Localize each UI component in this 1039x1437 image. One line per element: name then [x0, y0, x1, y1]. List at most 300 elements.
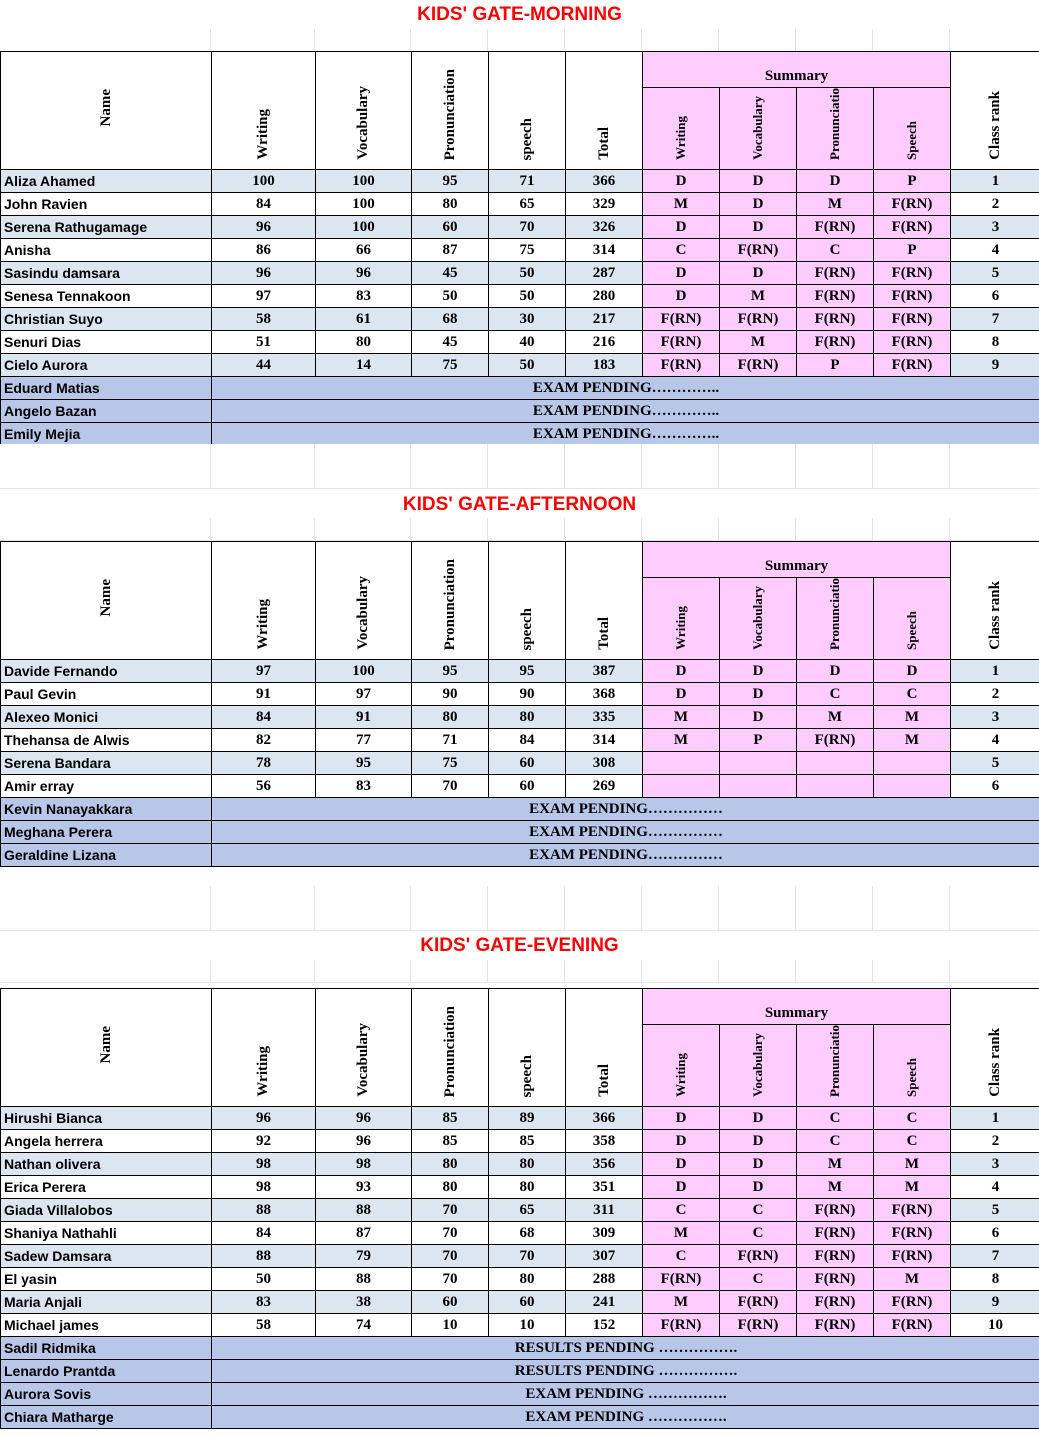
column-header-label: Pronunciation [441, 1005, 458, 1097]
column-header-label: Speech [904, 1058, 920, 1097]
score-cell: 71 [412, 729, 489, 752]
class-rank: 3 [951, 706, 1039, 729]
score-cell: 84 [212, 706, 316, 729]
score-cell: 183 [566, 354, 643, 377]
score-cell: 329 [566, 193, 643, 216]
score-cell: 66 [316, 239, 412, 262]
summary-grade: M [874, 1153, 951, 1176]
class-rank: 1 [951, 1107, 1039, 1130]
score-cell: 44 [212, 354, 316, 377]
score-cell: 98 [212, 1153, 316, 1176]
summary-grade [643, 775, 720, 798]
class-rank: 8 [951, 1268, 1039, 1291]
summary-grade [643, 752, 720, 775]
score-cell: 80 [412, 706, 489, 729]
summary-grade: D [720, 683, 797, 706]
score-cell: 30 [489, 308, 566, 331]
column-header-label: Total [595, 617, 612, 650]
score-cell: 38 [316, 1291, 412, 1314]
pending-status: EXAM PENDING ……………. [212, 1383, 1039, 1406]
summary-grade: F(RN) [797, 1314, 874, 1337]
score-cell: 90 [412, 683, 489, 706]
score-cell: 88 [212, 1199, 316, 1222]
summary-grade: C [797, 1130, 874, 1153]
summary-grade: D [643, 1176, 720, 1199]
column-header-label: Writing [673, 606, 688, 650]
student-name: Serena Bandara [1, 752, 212, 775]
summary-grade: M [874, 729, 951, 752]
score-cell: 10 [412, 1314, 489, 1337]
student-name: Shaniya Nathahli [1, 1222, 212, 1245]
summary-grade: F(RN) [720, 354, 797, 377]
header-summary-writing [643, 88, 720, 170]
section-title: KIDS' GATE-AFTERNOON [402, 494, 637, 515]
score-cell: 96 [212, 1107, 316, 1130]
blank-row [0, 908, 1039, 931]
summary-grade: F(RN) [797, 1291, 874, 1314]
student-name: Senesa Tennakoon [1, 285, 212, 308]
table-row [1, 354, 1039, 377]
summary-grade: M [797, 706, 874, 729]
score-cell: 89 [489, 1107, 566, 1130]
class-rank: 7 [951, 1245, 1039, 1268]
blank-row [0, 444, 1039, 467]
student-name: Sadew Damsara [1, 1245, 212, 1268]
score-cell: 75 [412, 752, 489, 775]
summary-grade: C [643, 1199, 720, 1222]
summary-grade: C [797, 683, 874, 706]
score-cell: 80 [316, 331, 412, 354]
summary-grade: F(RN) [643, 308, 720, 331]
summary-grade [797, 775, 874, 798]
pending-status: EXAM PENDING…………… [212, 821, 1039, 844]
summary-grade: C [874, 1130, 951, 1153]
blank-row [0, 518, 1039, 541]
blank-row [0, 960, 1039, 983]
header-pronunciation [412, 989, 489, 1107]
class-rank: 5 [951, 1199, 1039, 1222]
table-row [1, 1176, 1039, 1199]
score-cell: 87 [412, 239, 489, 262]
score-cell: 84 [212, 193, 316, 216]
column-header-label: Writing [255, 1046, 271, 1097]
summary-grade: D [720, 1176, 797, 1199]
student-name: Aliza Ahamed [1, 170, 212, 193]
pending-row [1, 423, 1039, 446]
summary-grade [874, 752, 951, 775]
score-cell: 91 [316, 706, 412, 729]
score-cell: 70 [489, 216, 566, 239]
pending-status: EXAM PENDING………….. [212, 377, 1039, 400]
score-cell: 100 [316, 193, 412, 216]
pending-row [1, 798, 1039, 821]
student-name: Sadil Ridmika [1, 1337, 212, 1360]
header-writing [212, 542, 316, 660]
score-cell: 95 [489, 660, 566, 683]
score-cell: 88 [316, 1199, 412, 1222]
score-cell: 70 [412, 775, 489, 798]
class-rank: 6 [951, 775, 1039, 798]
summary-grade: F(RN) [643, 1314, 720, 1337]
header-vocabulary [316, 52, 412, 170]
score-cell: 314 [566, 729, 643, 752]
header-summary-speech [874, 1025, 951, 1107]
header-class-rank [951, 52, 1039, 170]
column-header-label: Vocabulary [355, 86, 371, 160]
summary-grade [797, 752, 874, 775]
student-name: Thehansa de Alwis [1, 729, 212, 752]
summary-grade: F(RN) [874, 1199, 951, 1222]
score-cell: 84 [212, 1222, 316, 1245]
summary-grade: F(RN) [797, 285, 874, 308]
summary-grade: M [874, 1268, 951, 1291]
table-row [1, 285, 1039, 308]
student-name: Michael james [1, 1314, 212, 1337]
summary-grade: F(RN) [874, 1291, 951, 1314]
score-cell: 70 [412, 1222, 489, 1245]
summary-grade: P [874, 239, 951, 262]
score-cell: 70 [412, 1199, 489, 1222]
summary-grade: D [643, 170, 720, 193]
header-summary-pronunciation [797, 1025, 874, 1107]
summary-grade: F(RN) [797, 262, 874, 285]
table-row [1, 193, 1039, 216]
header-summary: Summary [643, 52, 951, 88]
pending-row [1, 400, 1039, 423]
table-row [1, 1291, 1039, 1314]
score-cell: 308 [566, 752, 643, 775]
score-cell: 61 [316, 308, 412, 331]
table-row [1, 216, 1039, 239]
score-cell: 75 [412, 354, 489, 377]
summary-grade: F(RN) [720, 308, 797, 331]
table-row [1, 752, 1039, 775]
summary-grade: F(RN) [874, 1314, 951, 1337]
class-rank: 2 [951, 683, 1039, 706]
score-cell: 45 [412, 331, 489, 354]
summary-grade: F(RN) [797, 729, 874, 752]
section-title: KIDS' GATE-EVENING [420, 935, 619, 956]
summary-grade: F(RN) [874, 193, 951, 216]
summary-grade: F(RN) [874, 1245, 951, 1268]
score-cell: 217 [566, 308, 643, 331]
score-cell: 241 [566, 1291, 643, 1314]
score-cell: 88 [212, 1245, 316, 1268]
score-cell: 80 [489, 1176, 566, 1199]
summary-grade [874, 775, 951, 798]
pending-row [1, 377, 1039, 400]
class-rank: 5 [951, 262, 1039, 285]
pending-row [1, 844, 1039, 867]
class-rank: 8 [951, 331, 1039, 354]
summary-grade: D [720, 216, 797, 239]
summary-grade: M [797, 1153, 874, 1176]
score-cell: 80 [412, 1153, 489, 1176]
score-cell: 309 [566, 1222, 643, 1245]
class-rank: 4 [951, 239, 1039, 262]
class-rank: 6 [951, 1222, 1039, 1245]
summary-grade: M [797, 193, 874, 216]
score-cell: 152 [566, 1314, 643, 1337]
score-cell: 56 [212, 775, 316, 798]
column-header-label: Class rank [987, 1028, 1004, 1097]
score-cell: 65 [489, 1199, 566, 1222]
summary-grade: F(RN) [643, 1268, 720, 1291]
column-header-label: Vocabulary [750, 96, 765, 160]
score-cell: 86 [212, 239, 316, 262]
score-cell: 96 [212, 216, 316, 239]
student-name: Emily Mejia [1, 423, 212, 446]
summary-grade: D [797, 660, 874, 683]
score-cell: 74 [316, 1314, 412, 1337]
student-name: El yasin [1, 1268, 212, 1291]
class-rank: 1 [951, 660, 1039, 683]
score-cell: 58 [212, 1314, 316, 1337]
column-header-label: Pronunciation [441, 68, 458, 160]
score-cell: 70 [489, 1245, 566, 1268]
header-row [1, 542, 1039, 578]
score-cell: 326 [566, 216, 643, 239]
score-cell: 71 [489, 170, 566, 193]
column-header-label: Vocabulary [750, 1033, 765, 1097]
score-cell: 96 [316, 262, 412, 285]
pending-row [1, 1406, 1039, 1429]
column-header-label: Writing [255, 109, 271, 160]
summary-grade: M [874, 706, 951, 729]
score-cell: 98 [316, 1153, 412, 1176]
score-cell: 98 [212, 1176, 316, 1199]
column-header-label: Pronunciation [441, 558, 458, 650]
table-row [1, 1153, 1039, 1176]
student-name: Kevin Nanayakkara [1, 798, 212, 821]
score-cell: 83 [316, 285, 412, 308]
table-row [1, 729, 1039, 752]
class-rank: 9 [951, 1291, 1039, 1314]
score-cell: 335 [566, 706, 643, 729]
header-total [566, 542, 643, 660]
results-table-afternoon [0, 541, 1039, 867]
score-cell: 85 [489, 1130, 566, 1153]
summary-grade: F(RN) [874, 285, 951, 308]
score-cell: 356 [566, 1153, 643, 1176]
summary-grade: C [797, 239, 874, 262]
student-name: Angelo Bazan [1, 400, 212, 423]
summary-grade: D [720, 193, 797, 216]
column-header-label: Vocabulary [750, 586, 765, 650]
score-cell: 96 [316, 1107, 412, 1130]
score-cell: 90 [489, 683, 566, 706]
score-cell: 78 [212, 752, 316, 775]
class-rank: 4 [951, 1176, 1039, 1199]
score-cell: 80 [489, 1268, 566, 1291]
summary-grade: D [720, 660, 797, 683]
header-name [1, 542, 212, 660]
summary-grade: C [874, 1107, 951, 1130]
summary-grade: F(RN) [797, 331, 874, 354]
score-cell: 77 [316, 729, 412, 752]
column-header-label: speech [518, 117, 535, 160]
class-rank: 1 [951, 170, 1039, 193]
score-cell: 97 [212, 285, 316, 308]
table-row [1, 1107, 1039, 1130]
student-name: Nathan olivera [1, 1153, 212, 1176]
table-row [1, 775, 1039, 798]
pending-row [1, 1337, 1039, 1360]
pending-row [1, 1383, 1039, 1406]
summary-grade: F(RN) [797, 1199, 874, 1222]
summary-grade: C [874, 683, 951, 706]
score-cell: 79 [316, 1245, 412, 1268]
student-name: Davide Fernando [1, 660, 212, 683]
header-row [1, 52, 1039, 88]
student-name: Hirushi Bianca [1, 1107, 212, 1130]
student-name: Amir erray [1, 775, 212, 798]
score-cell: 314 [566, 239, 643, 262]
column-header-label: Name [97, 1026, 114, 1064]
column-header-label: speech [518, 607, 535, 650]
score-cell: 80 [489, 1153, 566, 1176]
summary-grade: D [720, 170, 797, 193]
class-rank: 4 [951, 729, 1039, 752]
score-cell: 95 [316, 752, 412, 775]
summary-grade: D [720, 1107, 797, 1130]
score-cell: 307 [566, 1245, 643, 1268]
score-cell: 358 [566, 1130, 643, 1153]
student-name: Chiara Matharge [1, 1406, 212, 1429]
table-row [1, 1199, 1039, 1222]
column-header-label: Name [97, 579, 114, 617]
score-cell: 60 [489, 775, 566, 798]
score-cell: 58 [212, 308, 316, 331]
summary-grade: F(RN) [797, 216, 874, 239]
score-cell: 88 [316, 1268, 412, 1291]
summary-grade: D [720, 262, 797, 285]
table-row [1, 660, 1039, 683]
summary-grade: M [643, 729, 720, 752]
summary-grade: F(RN) [874, 331, 951, 354]
score-cell: 68 [412, 308, 489, 331]
header-vocabulary [316, 989, 412, 1107]
column-header-label: Speech [904, 611, 920, 650]
summary-grade: D [797, 170, 874, 193]
table-row [1, 1222, 1039, 1245]
column-header-label: Total [595, 127, 612, 160]
score-cell: 10 [489, 1314, 566, 1337]
student-name: Anisha [1, 239, 212, 262]
score-cell: 68 [489, 1222, 566, 1245]
summary-grade: D [643, 285, 720, 308]
summary-grade: D [720, 1130, 797, 1153]
score-cell: 83 [316, 775, 412, 798]
summary-grade: M [797, 1176, 874, 1199]
header-class-rank [951, 989, 1039, 1107]
column-header-label: Vocabulary [355, 576, 371, 650]
score-cell: 368 [566, 683, 643, 706]
summary-grade [720, 775, 797, 798]
student-name: Eduard Matias [1, 377, 212, 400]
student-name: Giada Villalobos [1, 1199, 212, 1222]
header-summary: Summary [643, 989, 951, 1025]
header-summary-vocabulary [720, 578, 797, 660]
summary-grade: F(RN) [797, 1245, 874, 1268]
pending-status: EXAM PENDING………….. [212, 423, 1039, 446]
score-cell: 50 [489, 354, 566, 377]
table-row [1, 1130, 1039, 1153]
score-cell: 50 [212, 1268, 316, 1291]
score-cell: 80 [412, 193, 489, 216]
summary-grade: C [720, 1222, 797, 1245]
summary-grade: F(RN) [643, 354, 720, 377]
score-cell: 70 [412, 1245, 489, 1268]
pending-status: EXAM PENDING ……………. [212, 1406, 1039, 1429]
header-vocabulary [316, 542, 412, 660]
table-row [1, 331, 1039, 354]
table-row [1, 706, 1039, 729]
summary-grade: M [720, 331, 797, 354]
student-name: Paul Gevin [1, 683, 212, 706]
summary-grade: D [643, 1107, 720, 1130]
summary-grade: P [797, 354, 874, 377]
pending-status: RESULTS PENDING ……………. [212, 1360, 1039, 1383]
header-writing [212, 989, 316, 1107]
column-header-label: Class rank [987, 91, 1004, 160]
header-summary-vocabulary [720, 88, 797, 170]
score-cell: 100 [316, 170, 412, 193]
summary-grade: D [643, 262, 720, 285]
class-rank: 3 [951, 216, 1039, 239]
score-cell: 60 [489, 1291, 566, 1314]
score-cell: 51 [212, 331, 316, 354]
summary-grade: F(RN) [874, 1222, 951, 1245]
header-summary-speech [874, 88, 951, 170]
score-cell: 287 [566, 262, 643, 285]
summary-grade: F(RN) [720, 1291, 797, 1314]
class-rank: 5 [951, 752, 1039, 775]
score-cell: 60 [489, 752, 566, 775]
summary-grade: F(RN) [720, 239, 797, 262]
class-rank: 2 [951, 1130, 1039, 1153]
blank-row [0, 886, 1039, 909]
blank-row [0, 29, 1039, 52]
summary-grade: D [643, 216, 720, 239]
class-rank: 2 [951, 193, 1039, 216]
score-cell: 95 [412, 660, 489, 683]
pending-status: EXAM PENDING…………… [212, 844, 1039, 867]
summary-grade: D [643, 660, 720, 683]
score-cell: 65 [489, 193, 566, 216]
pending-row [1, 821, 1039, 844]
summary-grade: C [643, 239, 720, 262]
summary-grade: M [720, 285, 797, 308]
score-cell: 45 [412, 262, 489, 285]
score-cell: 60 [412, 1291, 489, 1314]
column-header-label: Name [97, 89, 114, 127]
summary-grade: F(RN) [643, 331, 720, 354]
summary-grade: C [797, 1107, 874, 1130]
section-title: KIDS' GATE-MORNING [417, 4, 622, 25]
score-cell: 96 [212, 262, 316, 285]
summary-grade: M [643, 193, 720, 216]
column-header-label: Vocabulary [355, 1023, 371, 1097]
column-header-label: Total [595, 1064, 612, 1097]
summary-grade: F(RN) [797, 1222, 874, 1245]
score-cell: 387 [566, 660, 643, 683]
class-rank: 3 [951, 1153, 1039, 1176]
student-name: Serena Rathugamage [1, 216, 212, 239]
header-summary-vocabulary [720, 1025, 797, 1107]
summary-grade: D [643, 1130, 720, 1153]
header-summary-pronunciation [797, 88, 874, 170]
